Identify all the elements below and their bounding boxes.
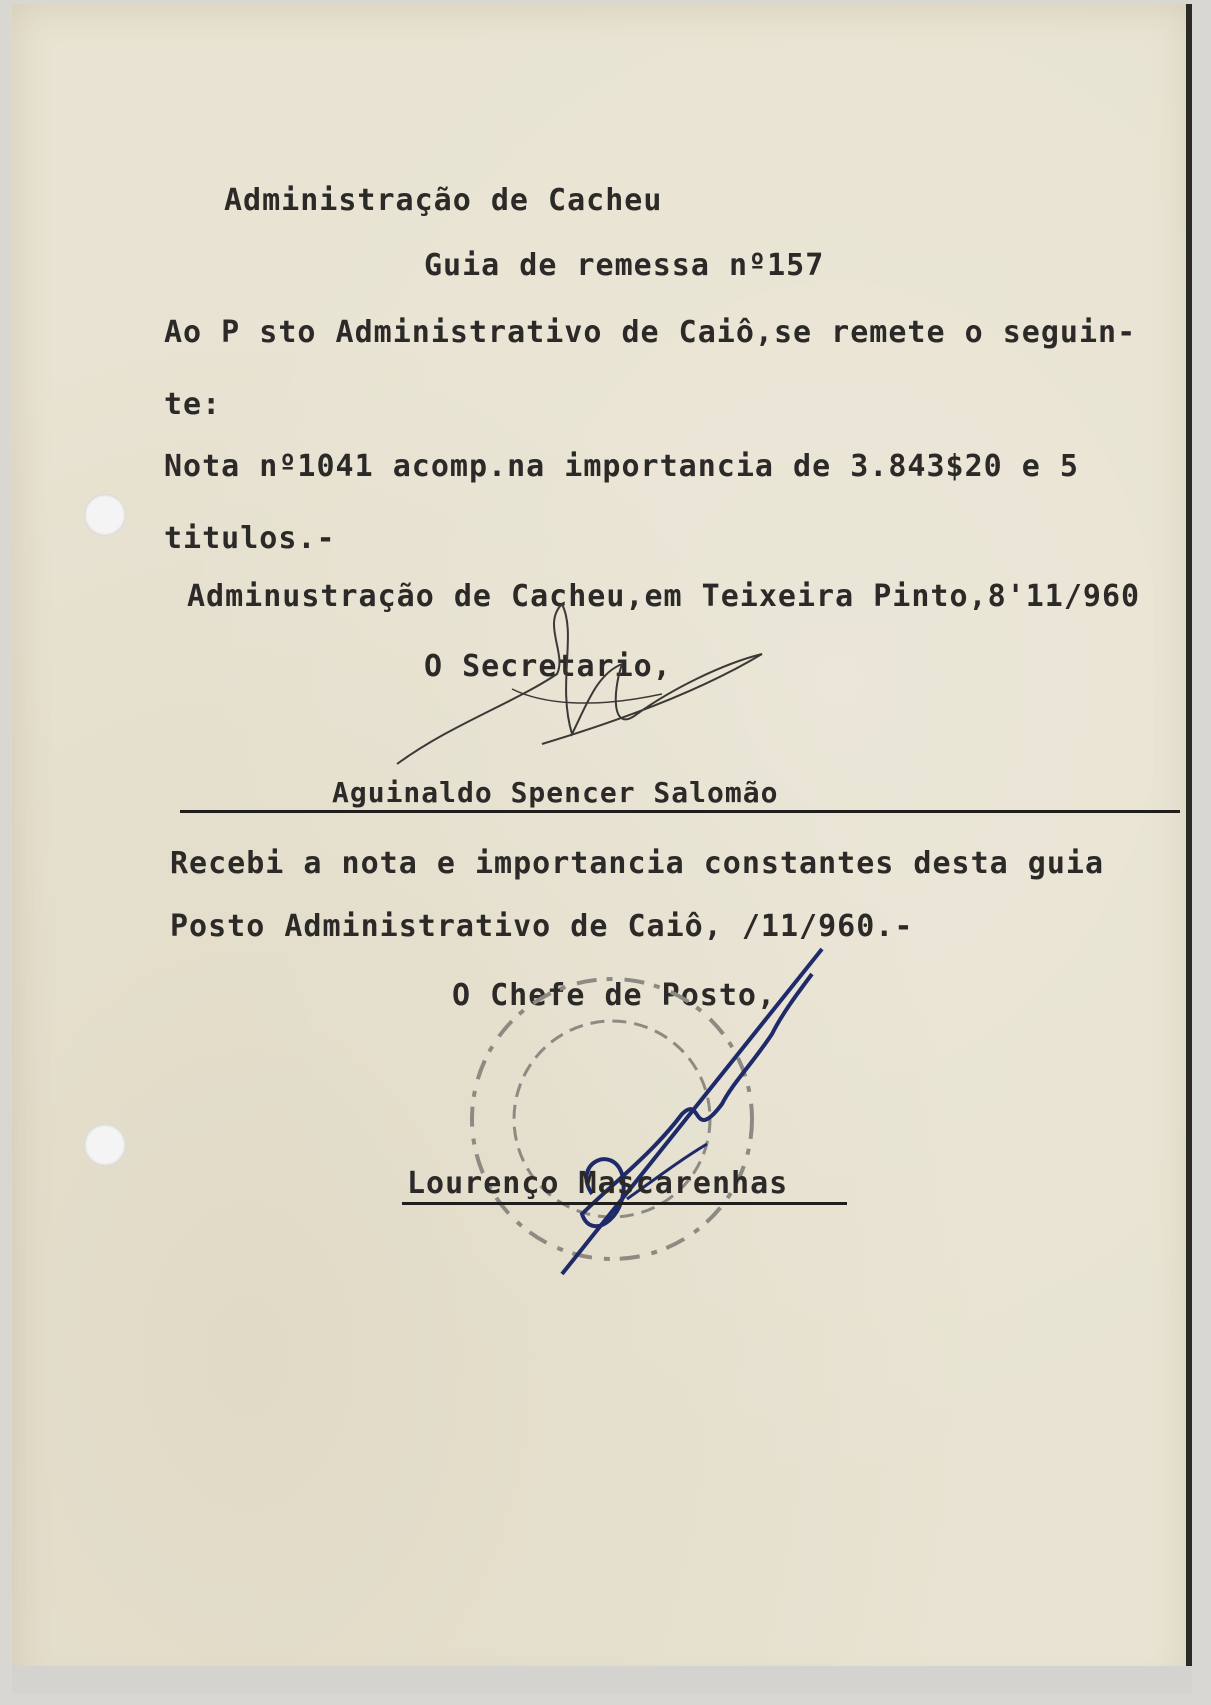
chief-name: Lourenço Mascarenhas xyxy=(407,1166,789,1201)
receipt-line: Recebi a nota e importancia constantes desta guia xyxy=(170,846,1105,881)
document-page xyxy=(12,4,1192,1694)
punch-hole-bottom xyxy=(84,1124,126,1166)
intro-line-2: te: xyxy=(164,387,222,422)
receipt-place-and-date: Posto Administrativo de Caiô, /11/960.- xyxy=(170,909,914,944)
scan-bottom-margin xyxy=(12,1666,1192,1694)
place-and-date: Adminustração de Cacheu,em Teixeira Pinto,8'11/960 xyxy=(187,579,1141,614)
secretary-signature-line xyxy=(180,810,1180,813)
punch-hole-top xyxy=(84,494,126,536)
chief-signature-line xyxy=(402,1202,847,1205)
secretary-name: Aguinaldo Spencer Salomão xyxy=(332,776,779,809)
secretary-title: O Secretario, xyxy=(424,649,672,684)
header-administration: Administração de Cacheu xyxy=(224,183,663,218)
intro-line-1: Ao P sto Administrativo de Caiô,se remete o seguin- xyxy=(164,315,1137,350)
note-line-1: Nota nº1041 acomp.na importancia de 3.843$20 e 5 xyxy=(164,449,1079,484)
chief-title: O Chefe de Posto, xyxy=(452,978,777,1013)
secretary-signature xyxy=(392,594,812,764)
note-line-2: titulos.- xyxy=(164,521,336,556)
page-edge-shadow xyxy=(1186,4,1192,1694)
guide-title: Guia de remessa nº157 xyxy=(424,248,825,283)
chief-signature xyxy=(532,944,832,1284)
